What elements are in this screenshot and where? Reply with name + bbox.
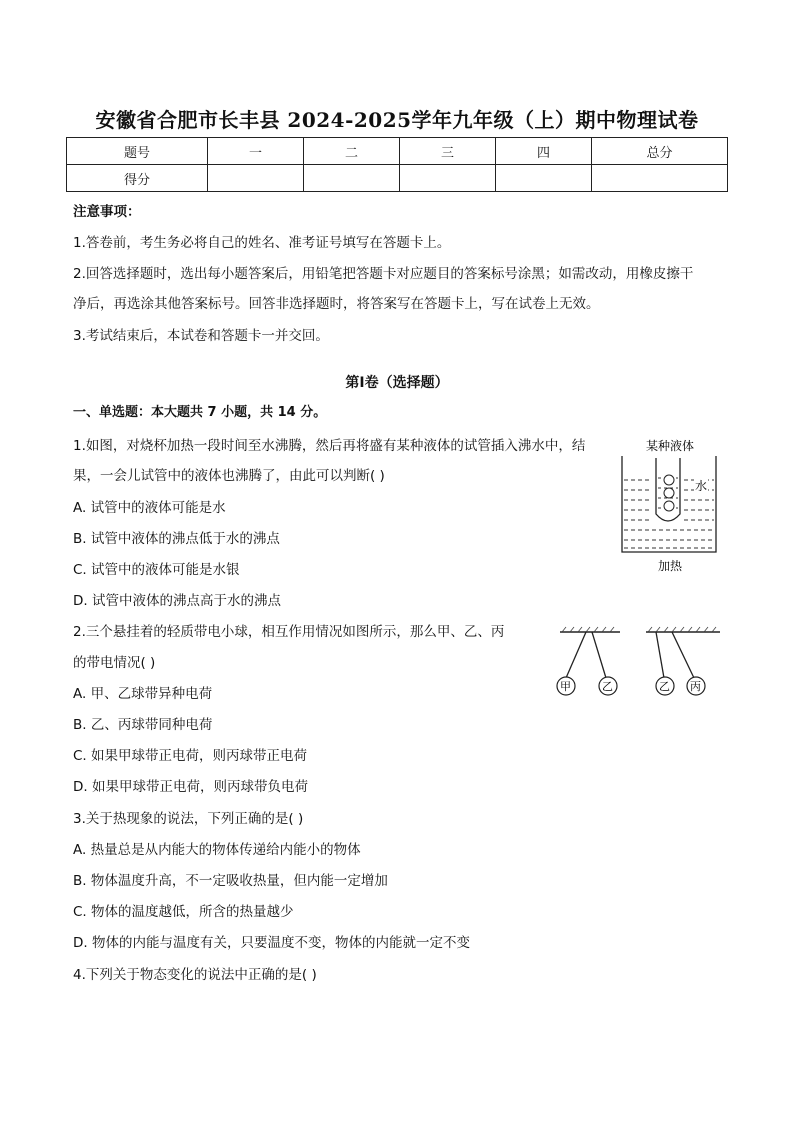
question-stem: 4.下列关于物态变化的说法中正确的是( ) xyxy=(73,967,317,983)
note-item: 3.考试结束后，本试卷和答题卡一并交回。 xyxy=(73,328,329,344)
notes-heading: 注意事项： xyxy=(73,204,141,220)
question-stem: 3.关于热现象的说法，下列正确的是( ) xyxy=(73,811,304,827)
ball-label-bing: 丙 xyxy=(690,680,701,693)
score-cell: 一 xyxy=(208,138,304,165)
score-cell: 总分 xyxy=(592,138,728,165)
ball-label-yi: 乙 xyxy=(602,680,613,693)
figure-label-liquid: 某种液体 xyxy=(646,439,695,453)
note-item: 净后，再选涂其他答案标号。回答非选择题时，将答案写在答题卡上，写在试卷上无效。 xyxy=(73,296,600,312)
exam-title: 安徽省合肥市长丰县 2024-2025学年九年级（上）期中物理试卷 xyxy=(95,108,699,132)
score-input-cell xyxy=(208,165,304,192)
option-a: A. 热量总是从内能大的物体传递给内能小的物体 xyxy=(73,842,361,858)
option-c: C. 试管中的液体可能是水银 xyxy=(73,562,240,578)
figure-label-heat: 加热 xyxy=(658,559,683,573)
score-cell: 题号 xyxy=(67,138,208,165)
score-table xyxy=(66,137,728,192)
score-cell: 二 xyxy=(304,138,400,165)
score-input-cell xyxy=(304,165,400,192)
score-cell: 四 xyxy=(496,138,592,165)
option-b: B. 物体温度升高，不一定吸收热量，但内能一定增加 xyxy=(73,873,388,889)
note-item: 2.回答选择题时，选出每小题答案后，用铅笔把答题卡对应题目的答案标号涂黑；如需改动，用橡皮擦干 xyxy=(73,266,694,282)
score-input-cell xyxy=(496,165,592,192)
option-b: B. 试管中液体的沸点低于水的沸点 xyxy=(73,531,280,547)
score-cell: 得分 xyxy=(67,165,208,192)
beaker-figure xyxy=(612,436,728,578)
section-title: 第I卷（选择题） xyxy=(345,375,449,391)
option-c: C. 物体的温度越低，所含的热量越少 xyxy=(73,904,294,920)
option-d: D. 物体的内能与温度有关，只要温度不变，物体的内能就一定不变 xyxy=(73,935,470,951)
question-stem: 的带电情况( ) xyxy=(73,655,156,671)
question-stem: 2.三个悬挂着的轻质带电小球，相互作用情况如图所示，那么甲、乙、丙 xyxy=(73,624,505,640)
option-a: A. 试管中的液体可能是水 xyxy=(73,500,226,516)
part-heading: 一、单选题：本大题共 7 小题，共 14 分。 xyxy=(73,405,327,420)
question-stem: 1.如图，对烧杯加热一段时间至水沸腾，然后再将盛有某种液体的试管插入沸水中，结 xyxy=(73,438,586,454)
score-cell: 三 xyxy=(400,138,496,165)
option-d: D. 试管中液体的沸点高于水的沸点 xyxy=(73,593,281,609)
ball-label-yi-2: 乙 xyxy=(659,680,670,693)
score-input-cell xyxy=(592,165,728,192)
option-b: B. 乙、丙球带同种电荷 xyxy=(73,717,213,733)
option-d: D. 如果甲球带正电荷，则丙球带负电荷 xyxy=(73,779,308,795)
score-table-header-row xyxy=(67,138,728,165)
score-table-score-row xyxy=(67,165,728,192)
ball-label-jia: 甲 xyxy=(560,680,571,693)
score-input-cell xyxy=(400,165,496,192)
option-a: A. 甲、乙球带异种电荷 xyxy=(73,686,213,702)
charged-balls-figure xyxy=(548,622,728,702)
question-stem: 果，一会儿试管中的液体也沸腾了，由此可以判断( ) xyxy=(73,468,385,484)
note-item: 1.答卷前，考生务必将自己的姓名、准考证号填写在答题卡上。 xyxy=(73,235,451,251)
figure-label-water: 水 xyxy=(695,479,708,493)
option-c: C. 如果甲球带正电荷，则丙球带正电荷 xyxy=(73,748,308,764)
